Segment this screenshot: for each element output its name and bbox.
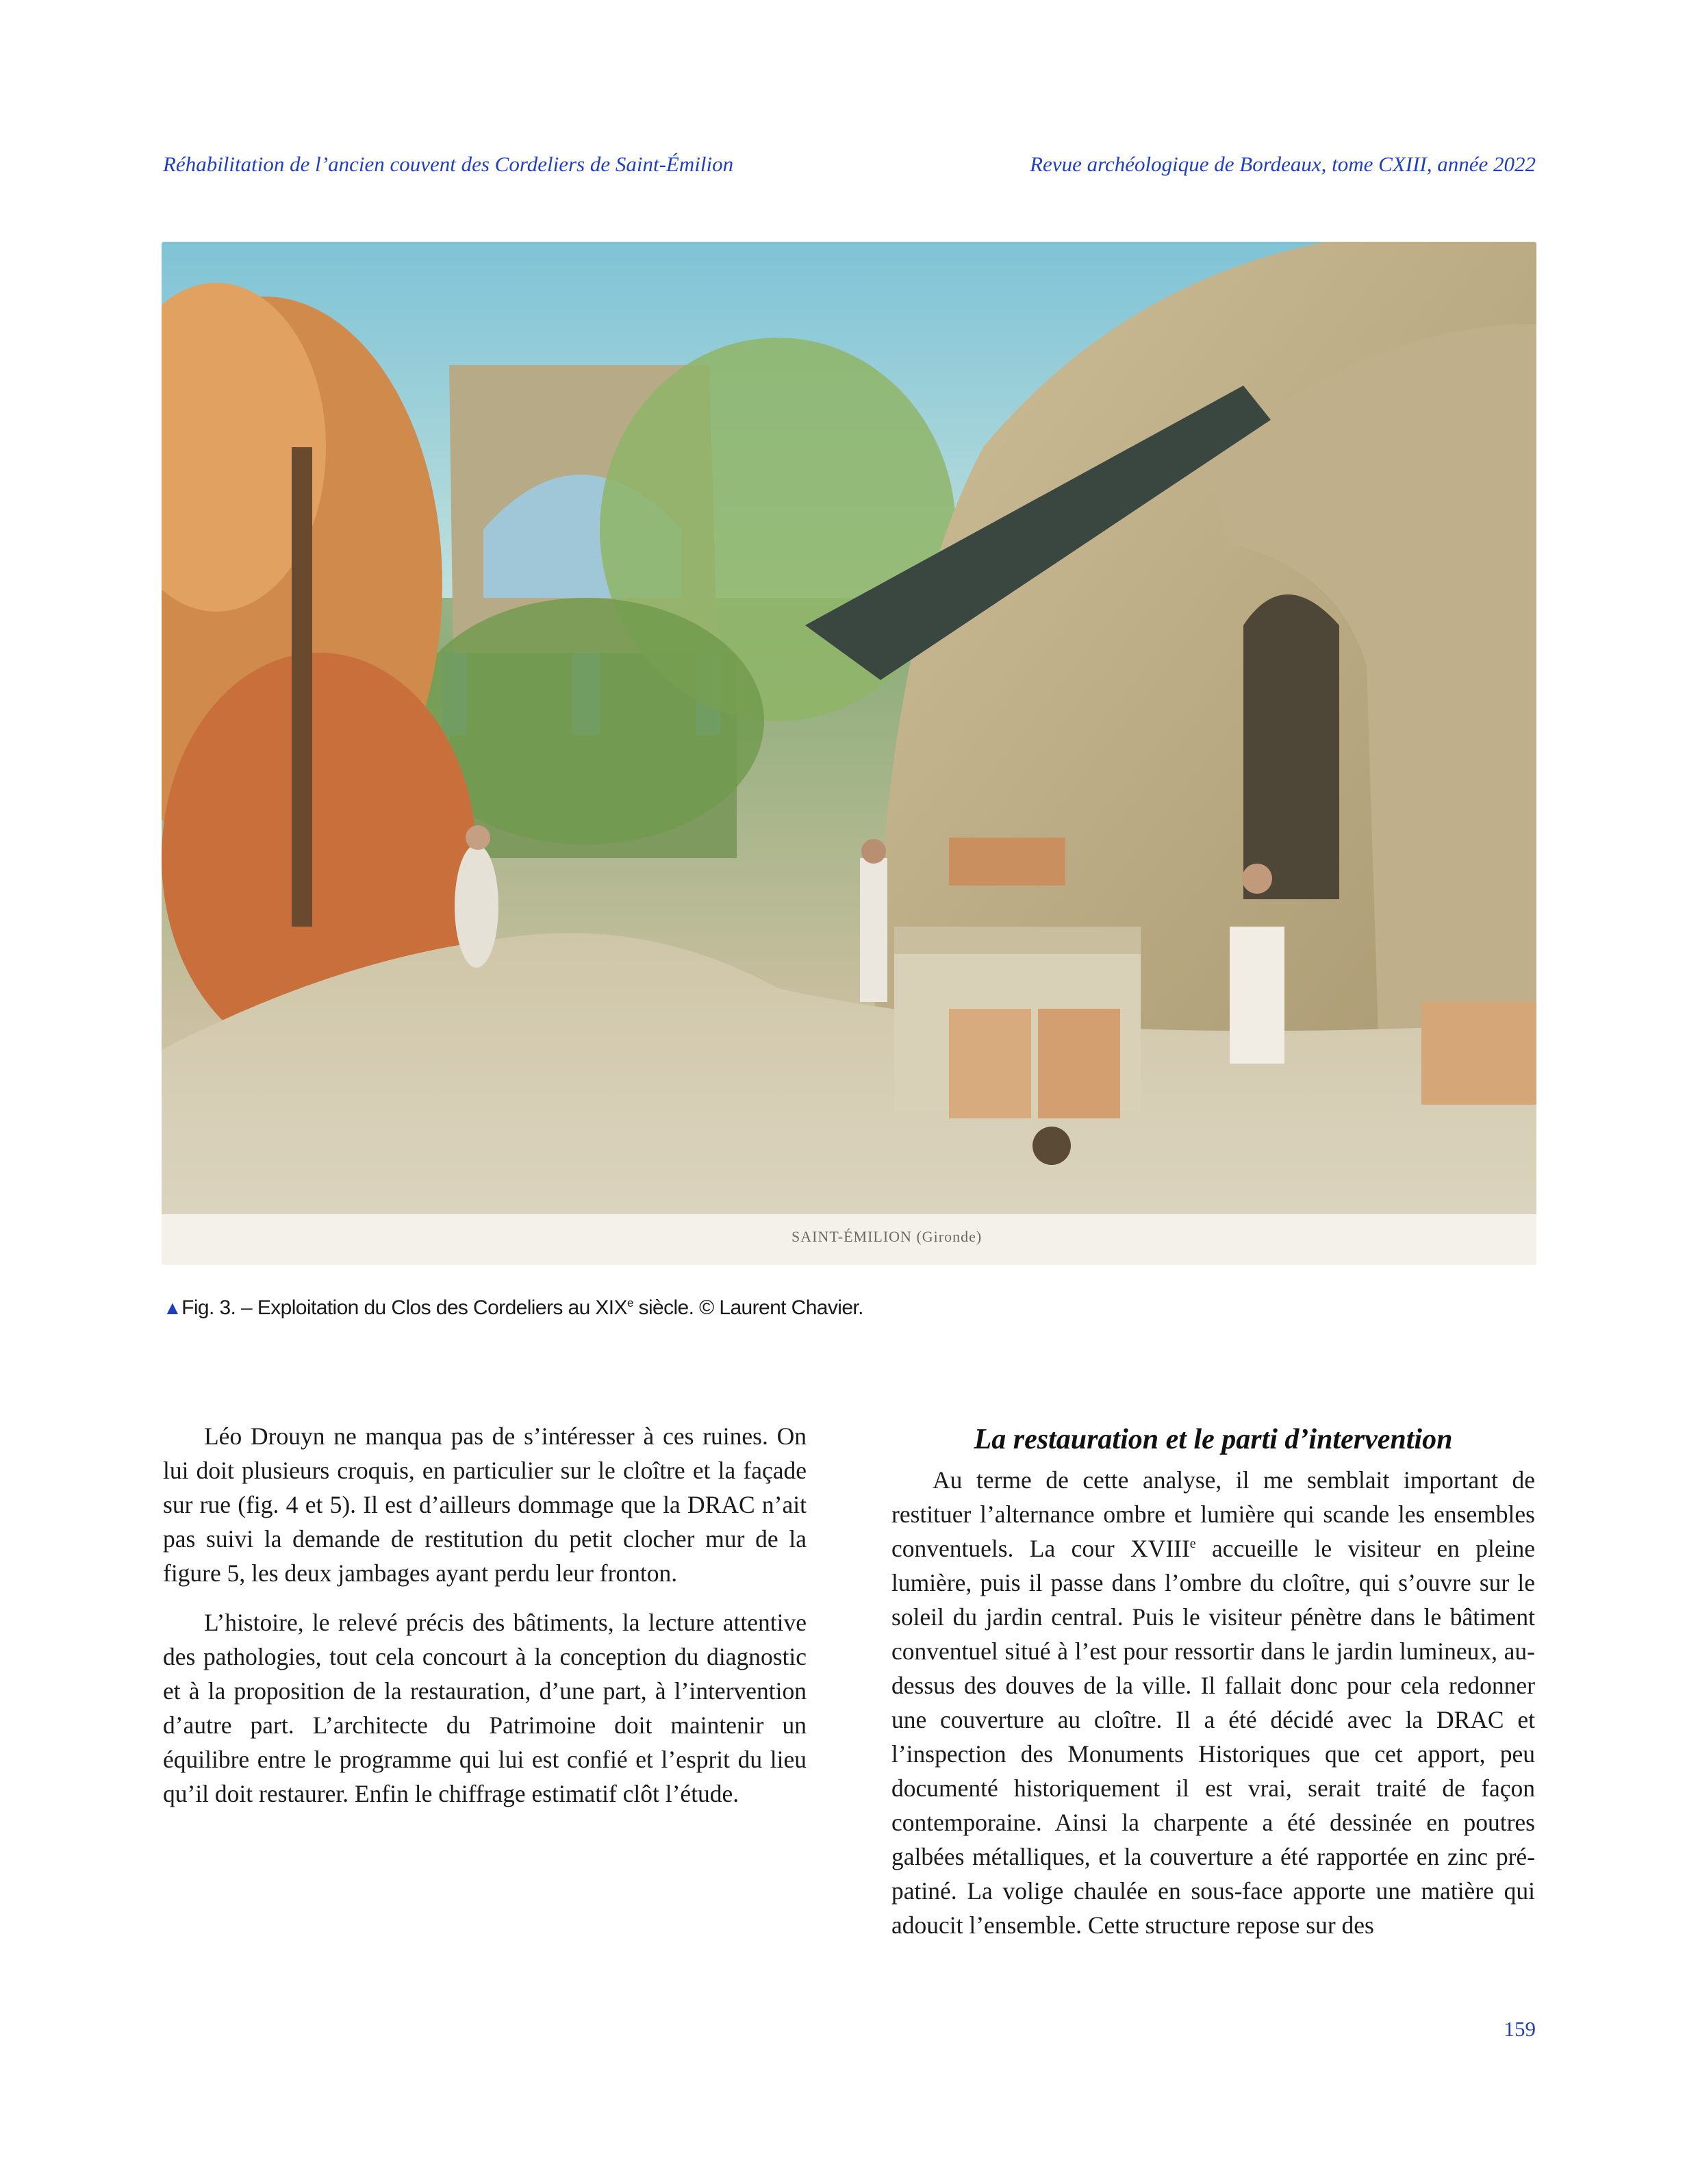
paragraph-text: Au terme de cette analyse, il me semblait important de restituer l’alternance ombre et lumière qui scande les ensembles conventuels. La cour XVIII: [891, 1466, 1535, 1562]
paragraph: L’histoire, le relevé précis des bâtiments, la lecture attentive des pathologies, tout cela concourt à la conception du diagnostic et à la proposition de la restauration, d’une part, à l’intervention d’autre part. L’architecte du Patrimoine doit maintenir un équilibre entre le programme qui lui est confié et l’esprit du lieu qu’il doit restaurer. Enfin le chiffrage estimatif clôt l’étude.: [163, 1609, 807, 1807]
right-column: [891, 1419, 1535, 1942]
paragraph: Léo Drouyn ne manqua pas de s’intéresser à ces ruines. On lui doit plusieurs croquis, en particulier sur le cloître et la façade sur rue (fig. 4 et 5). Il est d’ailleurs dommage que la DRAC n’ait pas suivi la demande de restitution du petit clocher mur de la figure 5, les deux jambages ayant perdu leur fronton.: [163, 1422, 807, 1587]
running-header-journal: Revue archéologique de Bordeaux, tome CXIII, année 2022: [1030, 152, 1536, 176]
caption-triangle-icon: ▲: [163, 1297, 182, 1318]
paragraph: [891, 1463, 1535, 1942]
running-header-title: Réhabilitation de l’ancien couvent des Cordeliers de Saint-Émilion: [163, 152, 734, 176]
postcard-imprint: SAINT-ÉMILION (Gironde): [791, 1228, 983, 1245]
century-superscript: e: [1189, 1536, 1196, 1552]
caption-text: Fig. 3. – Exploitation du Clos des Cordeliers au XIX: [181, 1296, 627, 1319]
paragraph-text-cont: accueille le visiteur en pleine lumière, puis il passe dans l’ombre du cloître, qui s’ouvre sur le soleil du jardin central. Puis le visiteur pénètre dans le bâtiment conventuel situé à l’est pour ressortir dans le jardin lumineux, au-dessus des douves de la ville. Il fallait donc pour cela redonner une couverture au cloître. Il a été décidé avec la DRAC et l’inspection des Monuments Historiques que cet apport, peu documenté historiquement il est vrai, serait traité de façon contemporaine. Ainsi la charpente a été dessinée en poutres galbées métalliques, et la couverture a été rapportée en zinc pré-patiné. La volige chaulée en sous-face apporte une matière qui adoucit l’ensemble. Cette structure repose sur des: [891, 1535, 1535, 1939]
figure-3-photograph: [162, 242, 1536, 1265]
section-heading: La restauration et le parti d’intervention: [974, 1424, 1453, 1455]
figure-caption: [163, 1296, 1464, 1320]
caption-superscript: e: [626, 1296, 633, 1309]
caption-text-end: siècle. © Laurent Chavier.: [633, 1296, 863, 1319]
left-column: [163, 1419, 807, 1811]
page-number: 159: [1504, 2017, 1536, 2041]
